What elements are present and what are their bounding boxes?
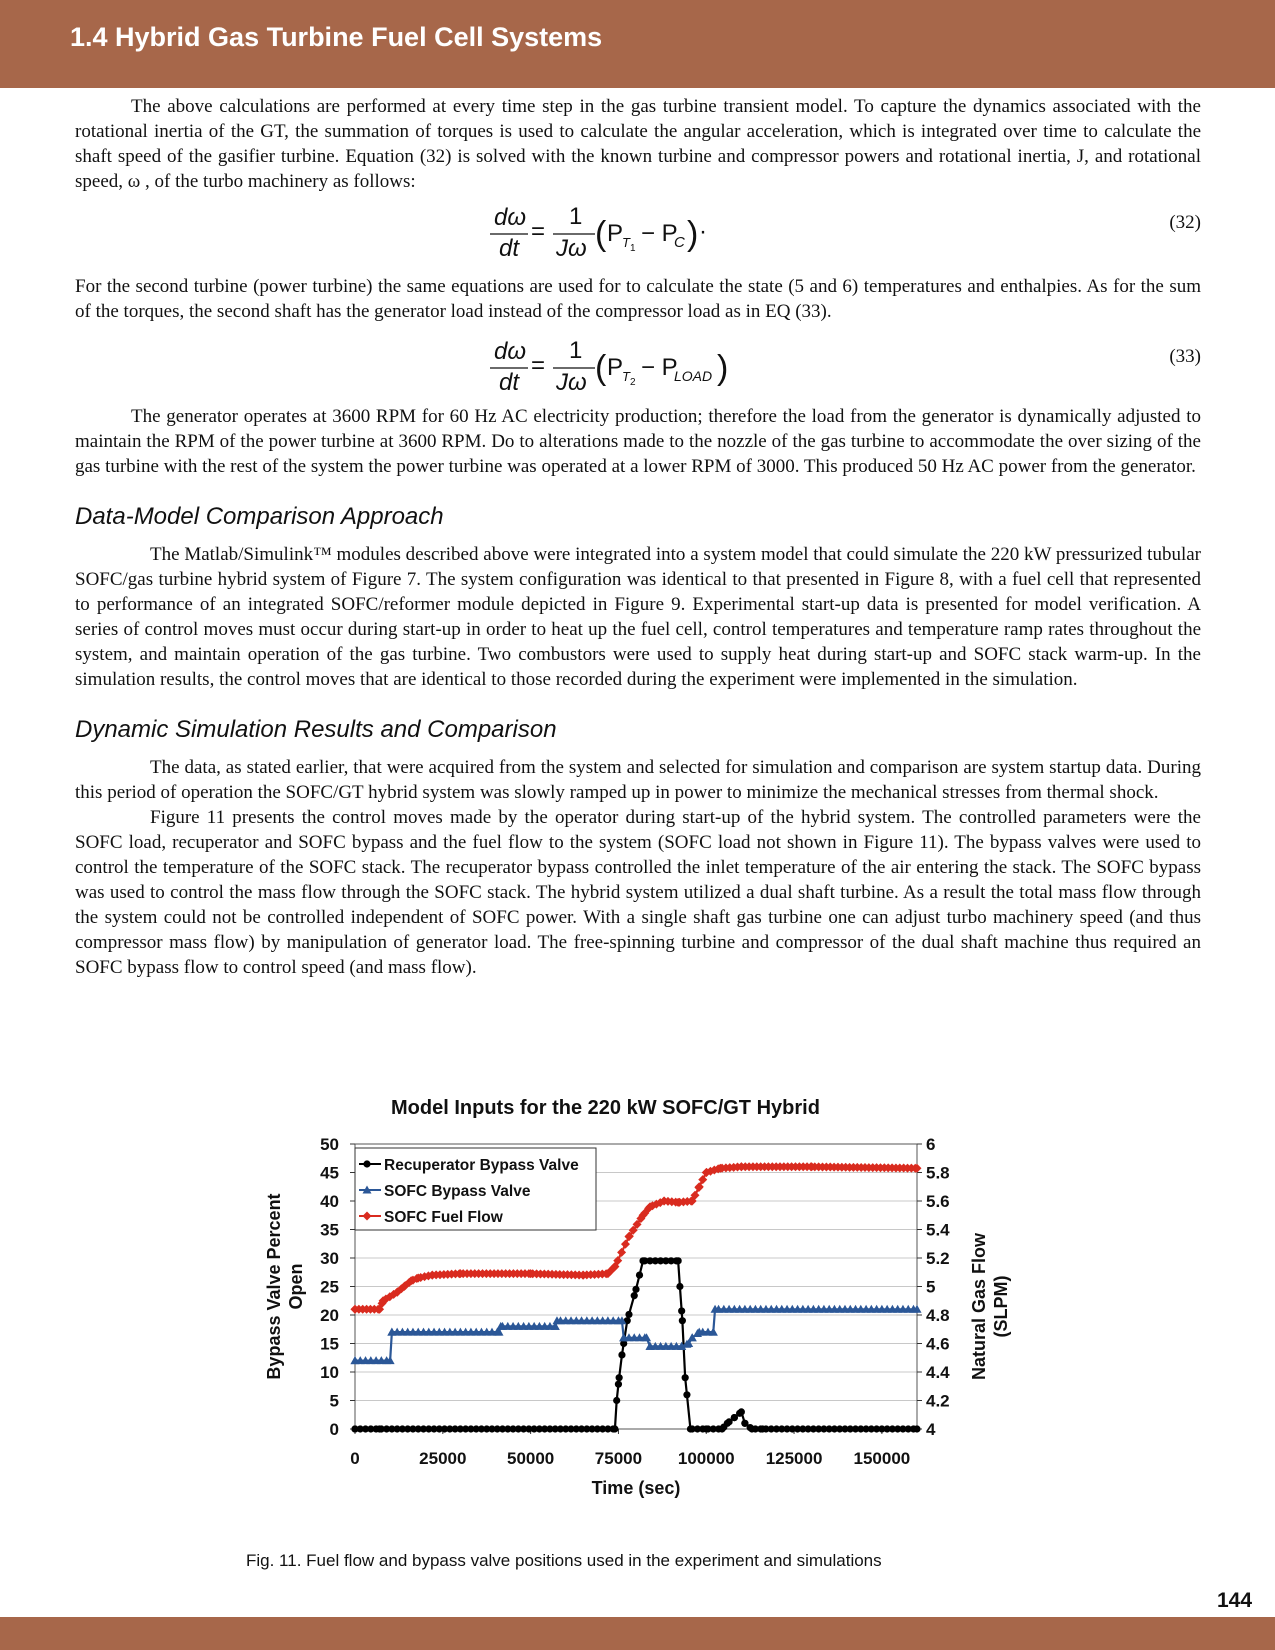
svg-text:− P: − P [641, 354, 678, 381]
y2-axis-label: Natural Gas Flow (SLPM) [969, 1232, 1011, 1381]
series-marker-recuperator-bypass-valve [615, 1381, 622, 1388]
y-tick-label: 25 [320, 1277, 339, 1297]
footer-banner [0, 1617, 1275, 1650]
svg-text:·: · [699, 218, 707, 245]
y-tick-label: 10 [320, 1363, 339, 1382]
series-marker-recuperator-bypass-valve [610, 1425, 617, 1432]
svg-text:P: P [607, 354, 624, 381]
y-tick-label: 30 [320, 1249, 339, 1268]
data-point-recuperator-bypass-valve [613, 1397, 620, 1404]
x-tick-label: 75000 [594, 1449, 643, 1468]
paragraph-1: The above calculations are performed at every time step in the gas turbine transient model. To capture the dynamics associated with the rotational inertia of the GT, the summation of torques is used to calculate the angular acceleration, which is integrated over time to calculate the shaft speed of the gasifier turbine. Equation (32) is solved with the known turbine and compressor powers and rotational inertia, J, and rotational speed, ω , of the turbo machinery as follows: [75, 96, 1201, 192]
series-marker-recuperator-bypass-valve [683, 1391, 690, 1398]
svg-text:1: 1 [569, 203, 583, 230]
series-marker-recuperator-bypass-valve [636, 1272, 643, 1279]
paragraph-6: Figure 11 presents the control moves made by the operator during start-up of the hybrid system. The controlled parameters were the SOFC load, recuperator and SOFC bypass and the fuel flow to the system (SOFC load not shown in Figure 11). The bypass valves were used to control the temperature of the SOFC stack. The recuperator bypass controlled the inlet temperature of the air entering the stack. The SOFC bypass was used to control the mass flow through the SOFC stack. The hybrid system utilized a dual shaft turbine. As a result the total mass flow through the system could not be controlled independent of SOFC power. With a single shaft gas turbine one can adjust turbo machinery speed (and thus compressor mass flow) by manipulation of generator load. The free-spinning turbine and compressor of the dual shaft machine thus required an SOFC bypass flow to control speed (and mass flow). [75, 807, 1201, 978]
y-tick-label: 45 [320, 1163, 339, 1183]
x-tick-label: 150000 [853, 1449, 911, 1468]
legend-label: SOFC Bypass Valve [384, 1183, 531, 1200]
chart-title: Model Inputs for the 220 kW SOFC/GT Hybrid [391, 1097, 820, 1119]
y-tick-label: 40 [320, 1192, 339, 1211]
y2-tick-label: 4 [926, 1420, 936, 1439]
y2-tick-label: 5 [926, 1277, 936, 1297]
data-point-recuperator-bypass-valve [618, 1351, 625, 1358]
x-tick-label: 0 [350, 1449, 360, 1468]
svg-text:=: = [531, 218, 546, 245]
data-point-recuperator-bypass-valve [632, 1286, 639, 1293]
paragraph-4: The Matlab/Simulink™ modules described above were integrated into a system model that could simulate the 220 kW pressurized tubular SOFC/gas turbine hybrid system of Figure 7. The system configuration was identical to that presented in Figure 8, with a fuel cell that represented to performance of an integrated SOFC/reformer module depicted in Figure 9. Experimental start-up data is presented for model verification. A series of control moves must occur during start-up in order to heat up the fuel cell, control temperatures and temperature ramp rates throughout the system, and maintain operation of the gas turbine. Two combustors were used to supply heat during start-up and SOFC stack warm-up. In the simulation results, the control moves that are identical to those recorded during the experiment were implemented in the simulation. [75, 544, 1201, 690]
y2-tick-label: 4.2 [926, 1391, 950, 1411]
svg-text:P: P [607, 220, 624, 247]
y-tick-label: 15 [320, 1334, 339, 1354]
svg-text:1: 1 [630, 243, 636, 254]
heading-dynamic-simulation: Dynamic Simulation Results and Comparison [75, 716, 557, 743]
svg-text:Jω: Jω [556, 369, 587, 396]
series-marker-recuperator-bypass-valve [720, 1424, 727, 1431]
data-point-recuperator-bypass-valve [676, 1283, 683, 1290]
y2-tick-label: 4.4 [926, 1363, 950, 1382]
svg-text:dt: dt [499, 235, 520, 262]
svg-text:dω: dω [494, 204, 527, 231]
svg-text:1: 1 [569, 337, 583, 364]
svg-text:T: T [622, 369, 630, 384]
svg-text:Jω: Jω [556, 235, 587, 262]
svg-text:): ) [687, 215, 699, 253]
y-tick-label: 5 [329, 1391, 339, 1411]
series-marker-sofc-fuel-flow [617, 1248, 626, 1257]
svg-text:− P: − P [641, 220, 678, 247]
svg-text:dω: dω [494, 338, 527, 365]
x-tick-label: 25000 [419, 1449, 467, 1468]
y-tick-label: 20 [320, 1306, 339, 1325]
series-marker-sofc-fuel-flow [694, 1183, 703, 1192]
data-point-recuperator-bypass-valve [679, 1317, 686, 1324]
svg-text:2: 2 [630, 377, 636, 388]
series-marker-recuperator-bypass-valve [631, 1292, 638, 1299]
svg-text:): ) [717, 349, 729, 387]
y-axis-label: Bypass Valve Percent Open [264, 1193, 306, 1380]
series-marker-recuperator-bypass-valve [673, 1257, 680, 1264]
svg-text:C: C [674, 234, 685, 251]
legend-label: Recuperator Bypass Valve [384, 1157, 579, 1174]
section-title: 1.4 Hybrid Gas Turbine Fuel Cell Systems [70, 22, 603, 52]
series-marker-recuperator-bypass-valve [736, 1410, 743, 1417]
series-marker-recuperator-bypass-valve [625, 1311, 632, 1318]
svg-text:LOAD: LOAD [674, 368, 713, 384]
series-marker-sofc-fuel-flow [621, 1240, 630, 1249]
svg-text:(: ( [595, 349, 607, 387]
legend-label: SOFC Fuel Flow [384, 1209, 503, 1226]
x-axis-label: Time (sec) [591, 1478, 681, 1498]
equation-32-number: (32) [1169, 212, 1201, 233]
svg-text:(: ( [595, 215, 607, 253]
paragraph-5: The data, as stated earlier, that were acquired from the system and selected for simulation and comparison are system startup data. During this period of operation the SOFC/GT hybrid system was slowly ramped up in power to minimize the mechanical stresses from thermal shock. [75, 757, 1201, 803]
y-tick-label: 35 [320, 1220, 339, 1240]
data-point-recuperator-bypass-valve [616, 1374, 623, 1381]
svg-text:T: T [622, 235, 630, 250]
svg-text:dt: dt [499, 369, 520, 396]
x-tick-label: 50000 [506, 1449, 555, 1468]
heading-data-model-comparison: Data-Model Comparison Approach [75, 503, 444, 530]
data-point-recuperator-bypass-valve [682, 1374, 689, 1381]
figure-caption: Fig. 11. Fuel flow and bypass valve positions used in the experiment and simulations [246, 1551, 882, 1570]
y2-tick-label: 5.4 [926, 1220, 950, 1240]
series-marker-recuperator-bypass-valve [910, 1425, 917, 1432]
x-tick-label: 100000 [677, 1449, 735, 1468]
y2-tick-label: 6 [926, 1135, 936, 1154]
paragraph-3: The generator operates at 3600 RPM for 60 Hz AC electricity production; therefore the load from the generator is dynamically adjusted to maintain the RPM of the power turbine at 3600 RPM. Do to alterations made to the nozzle of the gas turbine to accommodate the over sizing of the gas turbine with the rest of the system the power turbine was operated at a lower RPM of 3000. This produced 50 Hz AC power from the generator. [75, 406, 1201, 477]
svg-text:=: = [531, 352, 546, 379]
paragraph-2: For the second turbine (power turbine) the same equations are used for to calculate the state (5 and 6) temperatures and enthalpies. As for the sum of the torques, the second shaft has the generator load instead of the compressor load as in EQ (33). [75, 276, 1201, 322]
y2-tick-label: 5.8 [926, 1163, 950, 1183]
equation-33-number: (33) [1169, 346, 1201, 367]
y2-tick-label: 4.8 [926, 1306, 950, 1325]
y-tick-label: 50 [320, 1135, 339, 1154]
series-marker-recuperator-bypass-valve [678, 1307, 685, 1314]
y2-tick-label: 5.2 [926, 1249, 950, 1268]
y2-tick-label: 4.6 [926, 1334, 950, 1354]
y-tick-label: 0 [329, 1420, 339, 1439]
y2-tick-label: 5.6 [926, 1192, 950, 1211]
x-tick-label: 125000 [765, 1449, 823, 1468]
legend-swatch-marker [363, 1160, 370, 1167]
page-number: 144 [1217, 1589, 1253, 1612]
